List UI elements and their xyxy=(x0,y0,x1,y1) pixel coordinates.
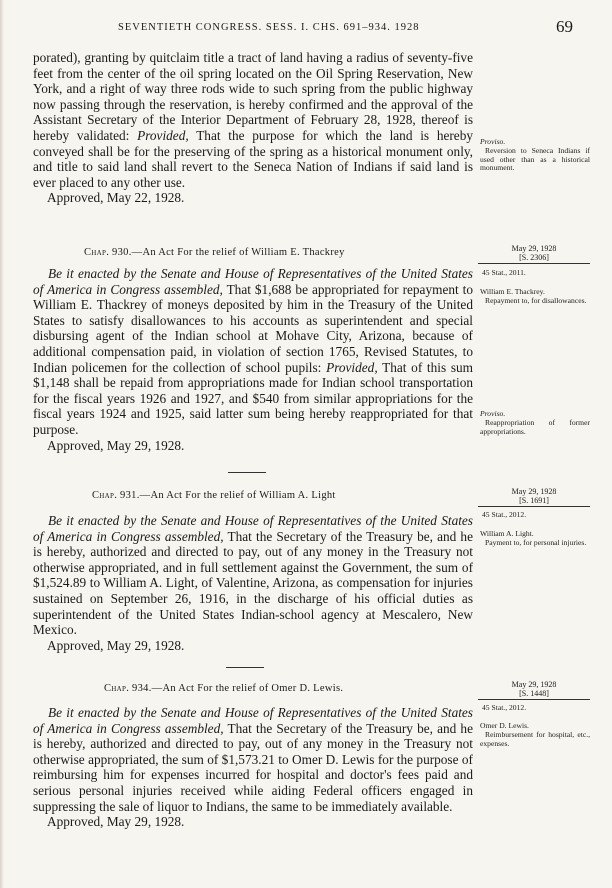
act-930-body xyxy=(33,266,473,453)
act-930-enacting-clause: Be it enacted by the Senate and House of Representatives of the United States of America in Congress assembled, xyxy=(33,266,473,297)
act-934-margin-name: Omer D. Lewis. xyxy=(480,721,529,730)
act-930-datebox xyxy=(478,244,590,264)
act-931-bill: [S. 1691] xyxy=(478,496,590,507)
act-934-heading xyxy=(104,683,343,694)
act-931-approved: Approved, May 29, 1928. xyxy=(47,637,185,653)
act-931-heading xyxy=(92,490,336,501)
act-934-bill: [S. 1448] xyxy=(478,689,590,700)
act-930-approved: Approved, May 29, 1928. xyxy=(47,437,185,453)
act-930-margin-desc: Repayment to, for disallowances. xyxy=(485,295,587,305)
act-931-paragraph xyxy=(33,513,473,638)
act-934-enacting-clause: Be it enacted by the Senate and House of Representatives of the United States of America in Congress assembled, xyxy=(33,705,473,736)
intro-text-b: That the purpose for which the land is hereby conveyed shall be for the preserving of the spring as a historical monument only, and title to said land shall revert to the Seneca Nation of Indians if said land is ever placed to any other use. xyxy=(33,127,473,190)
act-931-title: —An Act For the relief of William A. Light xyxy=(139,490,336,501)
act-934-approved: Approved, May 29, 1928. xyxy=(47,814,185,830)
act-934-margin-desc: Reimbursement for hospital, etc., expenses. xyxy=(480,729,590,748)
act-931-margin-note xyxy=(480,530,590,548)
act-931-text: That the Secretary of the Treasury be, and he is hereby, authorized and directed to pay, out of any money in the Treasury not otherwise appropriated, and in full settlement against the Government, the sum of $1,524.89 to William A. Light, of Valentine, Arizona, as compensation for injuries sustained on September 26, 1916, in the discharge of his official duties as superintendent of the United States Indian-school agency at Mescalero, New Mexico. xyxy=(33,528,473,638)
act-930-margin-proviso xyxy=(480,410,590,436)
act-931-stat: 45 Stat., 2012. xyxy=(482,510,527,519)
intro-margin-desc: Reversion to Seneca Indians if used other than as a historical monument. xyxy=(480,145,590,173)
act-934-margin-note xyxy=(480,722,590,748)
act-930-heading xyxy=(84,247,345,258)
act-931-margin-desc: Payment to, for personal injuries. xyxy=(485,537,587,547)
act-934-paragraph xyxy=(33,705,473,814)
act-930-proviso-word: Provided, xyxy=(326,359,378,375)
act-930-text-b: That of this sum $1,148 shall be repaid from appropriations made for Indian school transportation for the fiscal years 1926 and 1927, and $540 from similar appropriations for the fiscal years 1924 and 1925, said latter sum being hereby reappropriated for that purpose. xyxy=(33,359,474,437)
act-934-text: That the Secretary of the Treasury be, and he is hereby, authorized and directed to pay, out of any money in the Treasury not otherwise appropriated, the sum of $1,573.21 to Omer D. Lewis for the purpose of reimbursing him for expenses incurred for hospital and doctor's fees paid and serious personal injuries received while aiding Federal officers engaged in suppressing the sale of liquor to Indians, the same to be immediately available. xyxy=(33,720,473,814)
act-930-title: —An Act For the relief of William E. Thackrey xyxy=(131,247,345,258)
act-931-datebox xyxy=(478,487,590,507)
act-930-stat: 45 Stat., 2011. xyxy=(482,268,526,277)
section-divider xyxy=(226,667,264,668)
act-934-body xyxy=(33,705,473,830)
act-931-chap: Chap. 931. xyxy=(92,490,140,501)
act-930-chap: Chap. 930. xyxy=(84,247,132,258)
intro-proviso-word: Provided, xyxy=(137,127,189,143)
act-930-margin-proviso-label: Proviso. xyxy=(480,409,506,418)
act-934-datebox xyxy=(478,680,590,700)
act-930-margin-proviso-desc: Reappropriation of former appropriations. xyxy=(480,417,590,436)
act-930-text-a: That $1,688 be appropriated for repayment to William E. Thackrey of moneys deposited by him in the Treasury of the United States to satisfy disallowances to his accounts as superintendent and special disbursing agent of the Indian school at Mohave City, Arizona, because of additional compensation paid, in violation of section 1765, Revised Statutes, to Indian policemen for the collection of school pupils: xyxy=(33,281,473,375)
act-934-stat: 45 Stat., 2012. xyxy=(482,703,527,712)
act-930-margin-note xyxy=(480,288,590,306)
act-931-margin-name: William A. Light. xyxy=(480,529,534,538)
act-930-bill: [S. 2306] xyxy=(478,253,590,264)
page-spine-shadow xyxy=(0,0,4,888)
intro-margin-note xyxy=(480,138,590,173)
section-divider xyxy=(228,472,266,473)
act-934-title: —An Act For the relief of Omer D. Lewis. xyxy=(151,683,344,694)
running-header xyxy=(0,17,612,38)
act-930-date: May 29, 1928 xyxy=(511,244,557,253)
page-number: 69 xyxy=(556,17,573,36)
act-930-margin-name: William E. Thackrey. xyxy=(480,287,545,296)
act-930-paragraph xyxy=(33,266,473,438)
intro-margin-proviso: Proviso. xyxy=(480,137,506,146)
running-head: SEVENTIETH CONGRESS. SESS. I. CHS. 691–934. 1928 xyxy=(118,22,420,33)
act-934-date: May 29, 1928 xyxy=(511,680,557,689)
intro-approved: Approved, May 22, 1928. xyxy=(47,190,185,206)
act-931-date: May 29, 1928 xyxy=(511,487,557,496)
intro-continuation xyxy=(33,50,473,206)
act-934-chap: Chap. 934. xyxy=(104,683,152,694)
act-931-enacting-clause: Be it enacted by the Senate and House of Representatives of the United States of America in Congress assembled, xyxy=(33,513,473,544)
act-931-body xyxy=(33,513,473,653)
intro-text-a: porated), granting by quitclaim title a tract of land having a radius of seventy-five feet from the center of the oil spring located on the Oil Spring Reservation, New York, and a right of way three rods wide to such spring from the public highway now passing through the reservation, is hereby confirmed and the approval of the Assistant Secretary of the Interior Department of February 28, 1928, thereof is hereby validated: xyxy=(33,50,473,143)
intro-paragraph xyxy=(33,50,473,190)
